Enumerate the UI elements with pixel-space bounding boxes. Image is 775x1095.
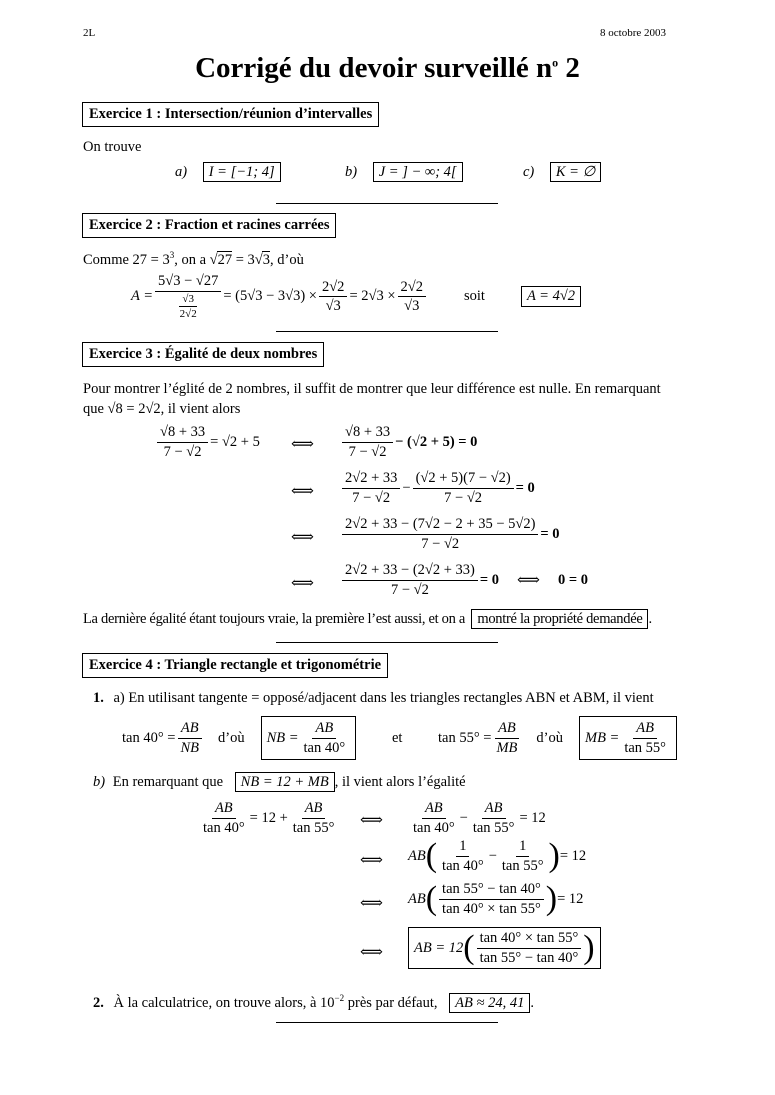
ex4-q1b-text: b) En remarquant que NB = 12 + MB , il vient alors l’égalité <box>93 774 466 790</box>
ex3-paragraph: Pour montrer l’églité de 2 nombres, il suffit de montrer que leur différence est nulle. En remarquant que √8 = 2√2, il vient alors <box>83 381 661 417</box>
ex1-intro: On trouve <box>83 139 142 155</box>
separator <box>276 203 498 204</box>
ex2-intro: Comme $27 = 3^3$, on a √27 = 3√3, d’où <box>83 250 304 268</box>
ex4-final-answer: AB ≈ 24, 41 <box>449 993 530 1013</box>
ex4-mb-answer: MB = $\frac{AB}{\tan 55^\circ}$ <box>579 716 677 760</box>
separator <box>276 331 498 332</box>
ex1-b: b) J = ] − ∞; 4[ <box>345 164 463 181</box>
ex1-c-answer: K = ∅ <box>550 162 601 182</box>
ex4-tan40-line: tan 40° = $\frac{AB}{NB}$ d’où NB = $\frac{AB}{\tan 40^\circ}$ <box>122 716 356 760</box>
exercise-4-heading: Exercice 4 : Triangle rectangle et trigonométrie <box>82 653 388 678</box>
ex4-eq-row-3: AB ( $\frac{\tan 55^\circ - \tan 40^\circ}{\tan 40^\circ \times \tan 55^\circ}$ ) = 12 <box>408 880 584 918</box>
ex3-row-1: $\frac{√8 + 33}{7 - √2}$ − (√2 + 5) = 0 <box>340 424 477 460</box>
separator <box>276 1022 498 1023</box>
ex3-answer: montré la propriété demandée <box>471 609 648 629</box>
ex1-b-answer: J = ] − ∞; 4[ <box>373 162 463 182</box>
ex4-q2: 2. À la calculatrice, on trouve alors, à $10^{-2}$ près par défaut, AB ≈ 24, 41 . <box>93 993 534 1011</box>
exercise-3-heading: Exercice 3 : Égalité de deux nombres <box>82 342 324 367</box>
ex4-nb-relation: NB = 12 + MB <box>235 772 335 792</box>
exercise-2-heading: Exercice 2 : Fraction et racines carrées <box>82 213 336 238</box>
ex4-q1a-text: 1. a) En utilisant tangente = opposé/adjacent dans les triangles rectangles ABN et ABM, il vient <box>93 690 654 706</box>
ex4-ab-answer: AB = 12 ( $\frac{\tan 40^\circ \times \tan 55^\circ}{\tan 55^\circ - \tan 40^\circ}$ ) <box>408 927 601 969</box>
ex4-nb-answer: NB = $\frac{AB}{\tan 40^\circ}$ <box>261 716 357 760</box>
ex4-tan55-line: tan 55° = $\frac{AB}{MB}$ d’où MB = $\frac{AB}{\tan 55^\circ}$ <box>438 716 677 760</box>
ex1-c: c) K = ∅ <box>523 164 601 181</box>
ex2-equation: A = $\frac{5√3 - √27}{\frac{√3}{2√2}}$ = (5√3 − 3√3) × $\frac{2√2}{√3}$ = 2√3 × $\frac{2√2}{√3}$ soit A = 4√2 <box>131 273 581 321</box>
ex3-row-2: $\frac{2√2 + 33}{7 - √2}$ − $\frac{(√2 + 5)(7 - √2)}{7 - √2}$ = 0 <box>340 470 535 506</box>
exercise-1-heading: Exercice 1 : Intersection/réunion d’intervalles <box>82 102 379 127</box>
ex1-a-answer: I = [−1; 4] <box>203 162 281 182</box>
ex1-a: a) I = [−1; 4] <box>175 164 281 181</box>
ex4-eq-row-1: $\frac{AB}{\tan 40^\circ}$ − $\frac{AB}{\tan 55^\circ}$ = 12 <box>413 800 546 836</box>
ex2-answer: A = 4√2 <box>521 286 581 307</box>
header-date: 8 octobre 2003 <box>600 27 666 39</box>
separator <box>276 642 498 643</box>
ex4-eq-row-2: AB ( $\frac{1}{\tan 40^\circ}$ − $\frac{1}{\tan 55^\circ}$ ) = 12 <box>408 837 587 875</box>
ex3-row-3: $\frac{2√2 + 33 - (7√2 - 2 + 35 - 5√2)}{7 - √2}$ = 0 <box>340 516 560 552</box>
ex3-lhs: $\frac{√8 + 33}{7 - √2}$ = √2 + 5 <box>155 424 260 460</box>
header-class-label: 2L <box>83 27 96 39</box>
ex3-conclusion: La dernière égalité étant toujours vraie, la première l’est aussi, et on a montré la propriété demandée . <box>83 611 652 627</box>
ex4-eq-lhs: $\frac{AB}{\tan 40^\circ}$ = 12 + $\frac{AB}{\tan 55^\circ}$ <box>203 800 335 836</box>
ex3-row-4: $\frac{2√2 + 33 - (2√2 + 33)}{7 - √2}$ = 0 ⟺ 0 = 0 <box>340 562 588 598</box>
page-title: Corrigé du devoir surveillé $n^o$ 2 <box>195 52 580 84</box>
